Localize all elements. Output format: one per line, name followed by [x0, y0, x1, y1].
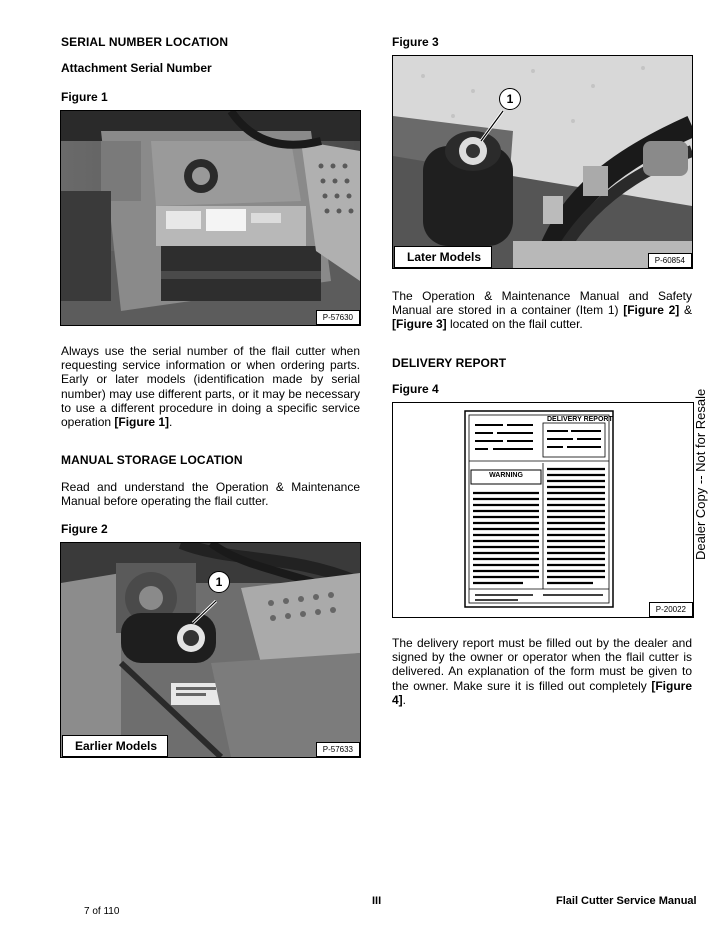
serial-para-text: Always use the serial number of the flail cutter when requesting service information or when ordering parts. Early or later models (identification made by serial number) may use different parts, or it may be necessary to use a different procedure in doing a specific service operation	[61, 344, 360, 430]
manual-storage-heading: MANUAL STORAGE LOCATION	[61, 453, 243, 467]
flail-cutter-serial-photo	[61, 111, 360, 325]
delivery-report-paragraph	[392, 636, 692, 707]
form-warning-label: WARNING	[489, 472, 523, 479]
form-title: DELIVERY REPORT	[547, 416, 613, 423]
figure3-photo-number: P-60854	[648, 253, 692, 268]
figure3-callout-1: 1	[499, 88, 521, 110]
figure2-photo	[60, 542, 361, 758]
figure3-photo	[392, 55, 693, 269]
figure4-reference: [Figure 4]	[392, 678, 692, 707]
serial-number-paragraph	[61, 344, 360, 429]
section-number: III	[372, 895, 382, 907]
manual-title-footer: Flail Cutter Service Manual	[556, 895, 697, 907]
delivery-para-end: .	[402, 692, 407, 707]
figure2-label: Figure 2	[61, 522, 108, 536]
figure1-photo-number: P-57630	[316, 310, 360, 325]
figure3-caption: Later Models	[394, 246, 492, 268]
delivery-para-text: The delivery report must be filled out by the dealer and signed by the owner or operator when the flail cutter is delivered. An explanation of the form must be given to the owner. Make sure it is filled out completely	[392, 636, 692, 693]
delivery-report-form-drawing	[393, 403, 693, 617]
manual-container-paragraph	[392, 289, 692, 332]
delivery-report-heading: DELIVERY REPORT	[392, 356, 507, 370]
dealer-copy-side-note: Dealer Copy -- Not for Resale	[693, 388, 708, 560]
figure2-callout-1: 1	[208, 571, 230, 593]
figure3-reference: [Figure 3]	[392, 317, 447, 332]
manual-container-later-photo	[393, 56, 692, 268]
figure1-label: Figure 1	[61, 90, 108, 104]
manuals-para-amp: &	[679, 303, 693, 318]
figure4-label: Figure 4	[392, 382, 439, 396]
page-counter: 7 of 110	[84, 906, 120, 917]
attachment-serial-subheading: Attachment Serial Number	[61, 61, 212, 75]
figure2-caption: Earlier Models	[62, 735, 168, 757]
figure3-label: Figure 3	[392, 35, 439, 49]
figure1-photo	[60, 110, 361, 326]
serial-para-end: .	[169, 415, 173, 430]
manual-storage-paragraph: Read and understand the Operation & Maintenance Manual before operating the flail cutter.	[61, 480, 360, 509]
figure2-reference: [Figure 2]	[623, 303, 680, 318]
manuals-para-end: located on the flail cutter.	[446, 317, 583, 332]
manuals-para-text: The Operation & Maintenance Manual and Safety Manual are stored in a container (Item 1)	[392, 289, 692, 318]
figure1-reference: [Figure 1]	[114, 415, 170, 430]
figure4-illustration-number: P-20022	[649, 602, 693, 617]
figure2-photo-number: P-57633	[316, 742, 360, 757]
figure4-illustration	[392, 402, 694, 618]
serial-number-heading: SERIAL NUMBER LOCATION	[61, 35, 229, 49]
